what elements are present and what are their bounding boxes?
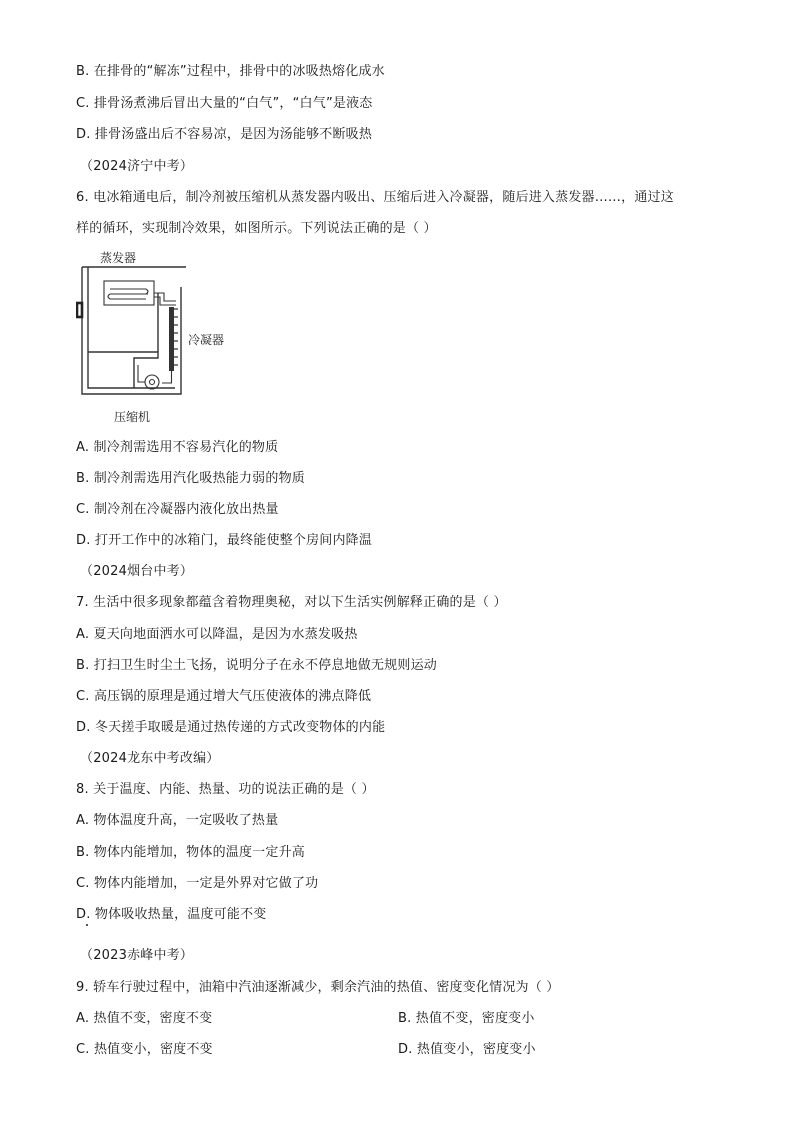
option-5c: C. 排骨汤煮沸后冒出大量的“白气”，“白气”是液态 xyxy=(76,96,373,111)
option-7a: A. 夏天向地面洒水可以降温，是因为水蒸发吸热 xyxy=(76,627,358,642)
stray-mark xyxy=(86,924,88,926)
option-9b: B. 热值不变，密度变小 xyxy=(398,1011,535,1026)
compressor xyxy=(138,365,159,389)
question-7: 7. 生活中很多现象都蕴含着物理奥秘，对以下生活实例解释正确的是（ ） xyxy=(76,595,507,610)
option-5b: B. 在排骨的“解冻”过程中，排骨中的冰吸热熔化成水 xyxy=(76,64,385,79)
option-6d: D. 打开工作中的冰箱门，最终能使整个房间内降温 xyxy=(76,533,373,548)
evaporator xyxy=(104,281,176,305)
option-7c: C. 高压锅的原理是通过增大气压使液体的沸点降低 xyxy=(76,689,372,704)
question-6-line-2: 样的循环，实现制冷效果，如图所示。下列说法正确的是（ ） xyxy=(76,221,437,236)
option-6b: B. 制冷剂需选用汽化吸热能力弱的物质 xyxy=(76,471,305,486)
source-label-9: （2023赤峰中考） xyxy=(80,948,194,963)
option-7b: B. 打扫卫生时尘土飞扬，说明分子在永不停息地做无规则运动 xyxy=(76,658,437,673)
option-5d: D. 排骨汤盛出后不容易凉，是因为汤能够不断吸热 xyxy=(76,127,373,142)
question-8: 8. 关于温度、内能、热量、功的说法正确的是（ ） xyxy=(76,782,375,797)
question-6-line-1: 6. 电冰箱通电后，制冷剂被压缩机从蒸发器内吸出、压缩后进入冷凝器，随后进入蒸发器……，通过这 xyxy=(76,190,674,205)
option-9a: A. 热值不变，密度不变 xyxy=(76,1011,213,1026)
option-6a: A. 制冷剂需选用不容易汽化的物质 xyxy=(76,440,279,455)
option-8c: C. 物体内能增加，一定是外界对它做了功 xyxy=(76,876,319,891)
option-9d: D. 热值变小，密度变小 xyxy=(398,1042,536,1057)
option-8b: B. 物体内能增加，物体的温度一定升高 xyxy=(76,845,305,860)
condenser-label: 冷凝器 xyxy=(188,333,225,347)
compressor-label: 压缩机 xyxy=(114,410,151,424)
option-6c: C. 制冷剂在冷凝器内液化放出热量 xyxy=(76,502,279,517)
door-handle xyxy=(77,303,82,317)
condenser xyxy=(162,307,178,383)
source-label-8: （2024龙东中考改编） xyxy=(80,751,220,766)
option-9c: C. 热值变小，密度不变 xyxy=(76,1042,213,1057)
option-8a: A. 物体温度升高，一定吸收了热量 xyxy=(76,813,279,828)
option-8d: D. 物体吸收热量，温度可能不变 xyxy=(76,907,267,922)
option-7d: D. 冬天搓手取暖是通过热传递的方式改变物体的内能 xyxy=(76,720,386,735)
source-label-7: （2024烟台中考） xyxy=(80,564,194,579)
source-label-6: （2024济宁中考） xyxy=(80,159,194,174)
refrigerator-diagram xyxy=(76,247,246,427)
evaporator-label: 蒸发器 xyxy=(100,251,137,265)
question-9: 9. 轿车行驶过程中，油箱中汽油逐渐减少，剩余汽油的热值、密度变化情况为（ ） xyxy=(76,980,560,995)
